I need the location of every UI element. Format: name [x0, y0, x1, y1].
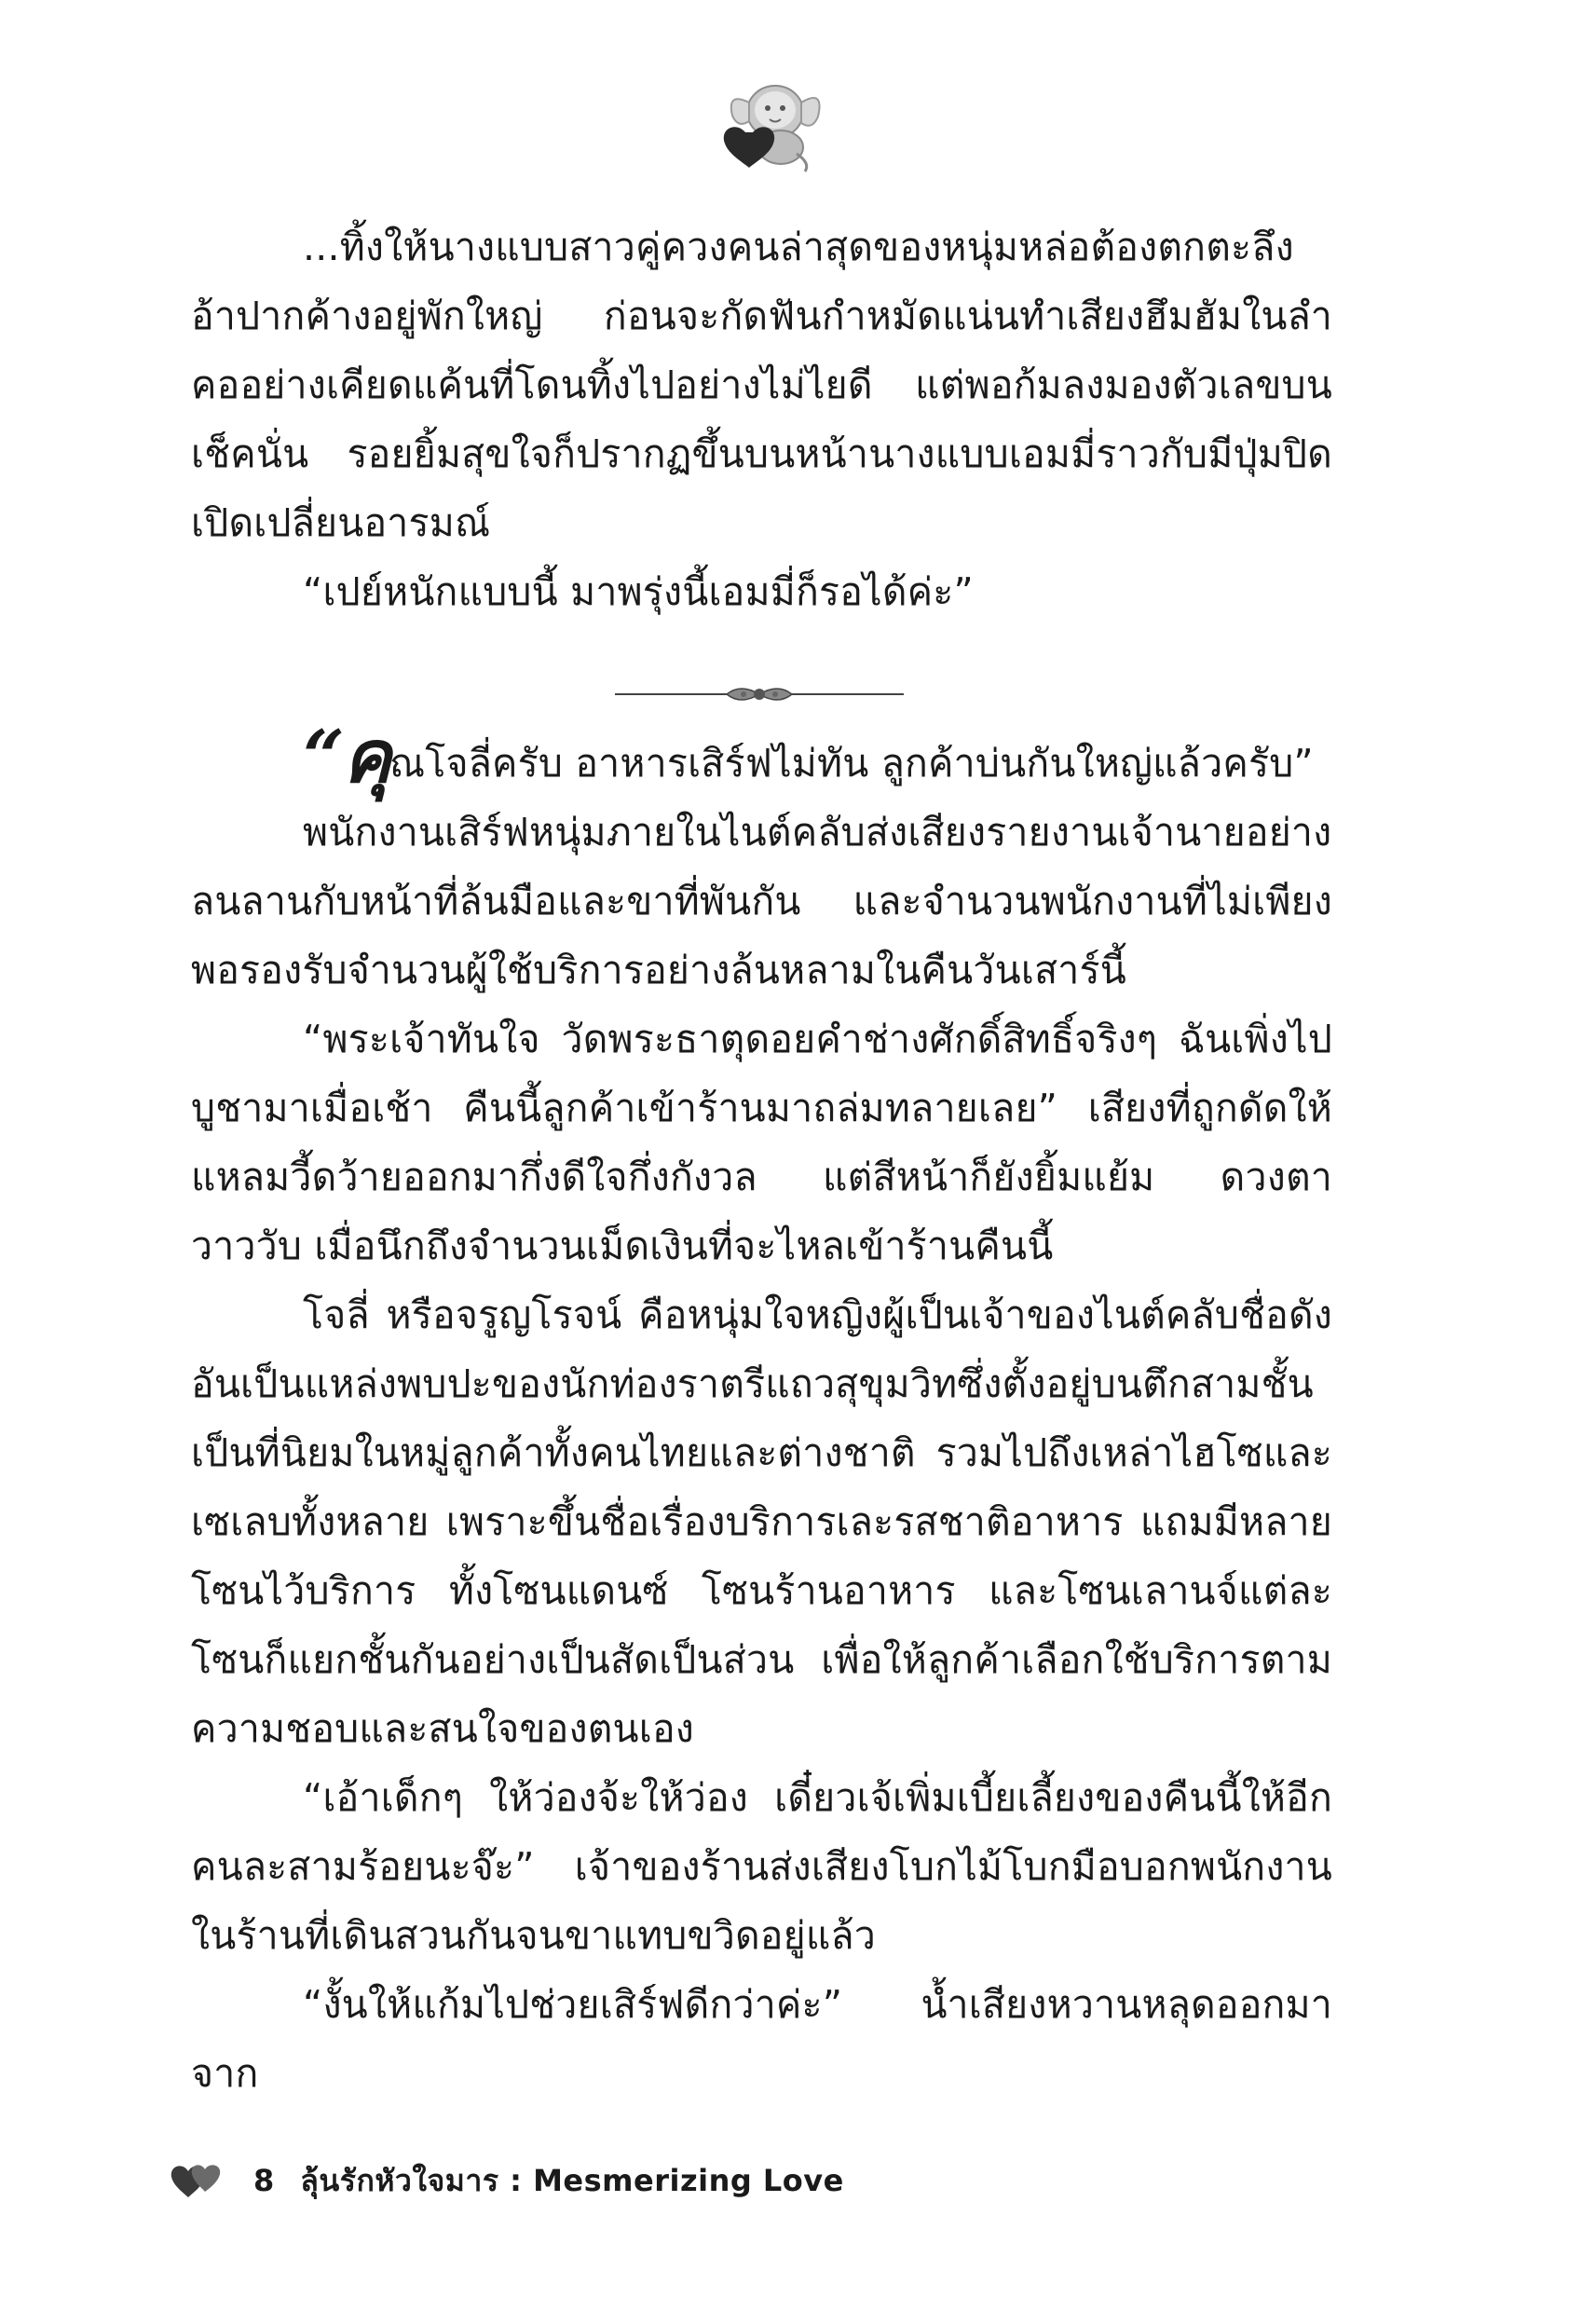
- paragraph: “เอ้าเด็กๆ ให้ว่องจ้ะให้ว่อง เดี๋ยวเจ้เพิ่มเบี้ยเลี้ยงของคืนนี้ให้อีกคนละสามร้อยนะจ๊ะ” เจ้าของร้านส่งเสียงโบกไม้โบกมือบอกพนักงานในร้านที่เดินสวนกันจนขาแทบขวิดอยู่แล้ว: [191, 1775, 1332, 1958]
- page-footer: [168, 2153, 844, 2208]
- ornament-divider-icon: [615, 676, 904, 713]
- dialogue-line: “เปย์หนักแบบนี้ มาพรุ่งนี้เอมมี่ก็รอได้ค่ะ”: [303, 569, 974, 614]
- opening-dialogue-text: ณโจลี่ครับ อาหารเสิร์ฟไม่ทัน ลูกค้าบ่นกันใหญ่แล้วครับ”: [389, 741, 1314, 786]
- story-section-1: [191, 212, 1332, 626]
- opening-dialogue: [191, 715, 1332, 800]
- page-number: 8: [253, 2163, 275, 2198]
- book-title: ลุ้นรักหัวใจมาร : Mesmerizing Love: [300, 2162, 844, 2198]
- paragraph: “พระเจ้าทันใจ วัดพระธาตุดอยคำช่างศักดิ์สิทธิ์จริงๆ ฉันเพิ่งไปบูชามาเมื่อเช้า คืนนี้ลูกค้าเข้าร้านมาถล่มทลายเลย” เสียงที่ถูกดัดให้แหลมวี้ดว้ายออกมากึ่งดีใจกึ่งกังวล แต่สีหน้าก็ยังยิ้มแย้ม ดวงตาวาววับ เมื่อนึกถึงจำนวนเม็ดเงินที่จะไหลเข้าร้านคืนนี้: [191, 1017, 1332, 1268]
- paragraph: “งั้นให้แก้มไปช่วยเสิร์ฟดีกว่าค่ะ” น้ำเสียงหวานหลุดออกมาจาก: [191, 1982, 1332, 2096]
- drop-cap: “คุ: [303, 715, 390, 800]
- hearts-icon: [168, 2160, 227, 2201]
- paragraph: พนักงานเสิร์ฟหนุ่มภายในไนต์คลับส่งเสียงรายงานเจ้านายอย่างลนลานกับหน้าที่ล้นมือและขาที่พันกัน และจำนวนพนักงานที่ไม่เพียงพอรองรับจำนวนผู้ใช้บริการอย่างล้นหลามในคืนวันเสาร์นี้: [191, 810, 1332, 992]
- paragraph: ...ทิ้งให้นางแบบสาวคู่ควงคนล่าสุดของหนุ่มหล่อต้องตกตะลึงอ้าปากค้างอยู่พักใหญ่ ก่อนจะกัดฟันกำหมัดแน่นทำเสียงฮึมฮัมในลำคออย่างเคียดแค้นที่โดนทิ้งไปอย่างไม่ไยดี แต่พอก้มลงมองตัวเลขบนเช็คนั่น รอยยิ้มสุขใจก็ปรากฏขึ้นบนหน้านางแบบเอมมี่ราวกับมีปุ่มปิดเปิดเปลี่ยนอารมณ์: [191, 225, 1332, 545]
- paragraph: โจลี่ หรือจรูญโรจน์ คือหนุ่มใจหญิงผู้เป็นเจ้าของไนต์คลับชื่อดังอันเป็นแหล่งพบปะของนักท่องราตรีแถวสุขุมวิทซึ่งตั้งอยู่บนตึกสามชั้นเป็นที่นิยมในหมู่ลูกค้าทั้งคนไทยและต่างชาติ รวมไปถึงเหล่าไฮโซและเซเลบทั้งหลาย เพราะขึ้นชื่อเรื่องบริการเละรสชาติอาหาร แถมมีหลายโซนไว้บริการ ทั้งโซนแดนซ์ โซนร้านอาหาร และโซนเลานจ์แต่ละโซนก็แยกชั้นกันอย่างเป็นสัดเป็นส่วน เพื่อให้ลูกค้าเลือกใช้บริการตามความชอบและสนใจของตนเอง: [191, 1292, 1332, 1751]
- cupid-heart-icon: [708, 75, 829, 177]
- story-section-2: [191, 715, 1332, 2108]
